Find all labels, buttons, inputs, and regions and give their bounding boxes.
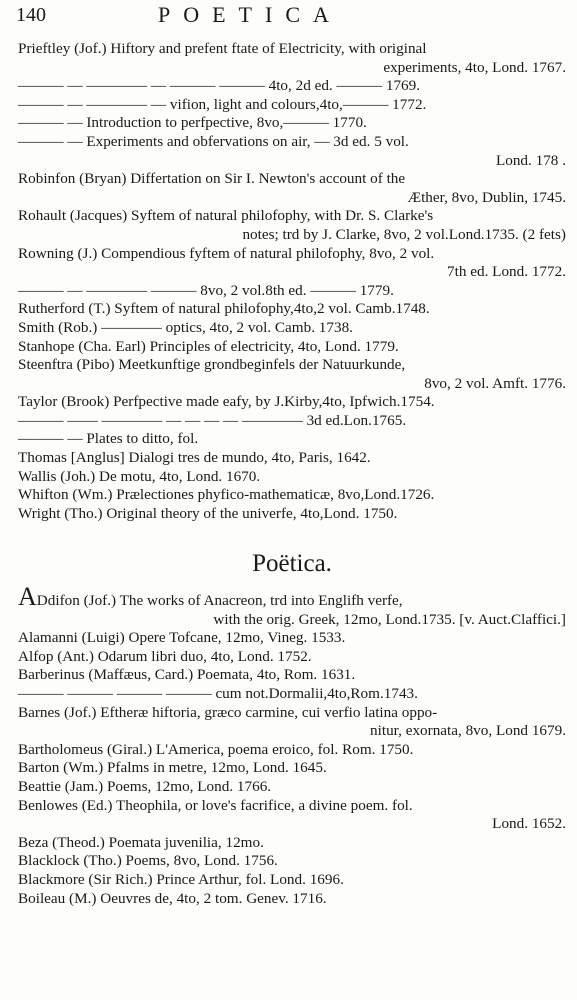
entry-line — [18, 430, 566, 449]
entry-line — [18, 449, 566, 468]
bibliography-entry — [18, 300, 566, 319]
bibliography-entry — [18, 468, 566, 487]
bibliography-entry — [18, 40, 566, 77]
running-title: POETICA — [158, 2, 342, 27]
bibliography-entry — [18, 648, 566, 667]
entry-line — [18, 300, 566, 319]
entry-text: Barberinus (Maffæus, Card.) Poemata, 4to, Rom. 1631. — [18, 666, 356, 684]
entry-text: ――― ― Experiments and obfervations on air, ― 3d ed. 5 vol. — [18, 132, 409, 150]
bibliography-entry — [18, 170, 566, 207]
entry-text: Robinfon (Bryan) Differtation on Sir I. Newton's account of the — [18, 170, 406, 188]
entry-text: Thomas [Anglus] Dialogi tres de mundo, 4to, Paris, 1642. — [18, 449, 371, 467]
entry-text: Steenftra (Pibo) Meetkunftige grondbeginfels der Natuurkunde, — [18, 356, 406, 374]
entry-text: Benlowes (Ed.) Theophila, or love's facrifice, a divine poem. fol. — [18, 796, 413, 814]
entry-text: Alamanni (Luigi) Opere Tofcane, 12mo, Vineg. 1533. — [18, 629, 346, 647]
entry-line — [18, 486, 566, 505]
bibliography-entry — [18, 741, 566, 760]
entry-text: Whifton (Wm.) Prælectiones phyfico-mathematicæ, 8vo,Lond.1726. — [18, 486, 435, 504]
bibliography-entry — [18, 319, 566, 338]
entry-line — [18, 114, 566, 133]
entry-text: Wright (Tho.) Original theory of the univerfe, 4to,Lond. 1750. — [18, 504, 398, 522]
bibliography-entry — [18, 834, 566, 853]
entry-text: Barton (Wm.) Pfalms in metre, 12mo, Lond. 1645. — [18, 759, 327, 777]
entry-line — [18, 666, 566, 685]
entry-line — [18, 319, 566, 338]
bibliography-entry — [18, 852, 566, 871]
bibliography-entry — [18, 685, 566, 704]
entry-continuation: 7th ed. Lond. 1772. — [447, 263, 566, 281]
bibliography-entry — [18, 412, 566, 431]
entry-text: ――― ― ―――― ――― 8vo, 2 vol.8th ed. ――― 1779. — [18, 281, 394, 299]
bibliography-entry — [18, 114, 566, 133]
entry-line — [18, 338, 566, 357]
entry-text: Ddifon (Jof.) The works of Anacreon, trd into Englifh verfe, — [36, 592, 403, 610]
bibliography-entry — [18, 871, 566, 890]
bibliography-entry — [18, 666, 566, 685]
entry-text: ――― ――― ――― ――― cum not.Dormalii,4to,Rom.1743. — [18, 685, 418, 702]
entry-line — [18, 77, 566, 96]
entry-text: ――― ― Plates to ditto, fol. — [18, 430, 199, 448]
page-content — [18, 40, 566, 908]
entry-text: Wallis (Joh.) De motu, 4to, Lond. 1670. — [18, 467, 261, 485]
entry-continuation: notes; trd by J. Clarke, 8vo, 2 vol.Lond.1735. (2 fets) — [242, 225, 566, 243]
entry-line — [18, 834, 566, 853]
entry-continuation: Lond. 178 . — [495, 151, 566, 169]
entry-line — [18, 207, 566, 226]
entry-text: Stanhope (Cha. Earl) Principles of electricity, 4to, Lond. 1779. — [18, 337, 399, 355]
section-poetica-entries — [18, 582, 566, 908]
bibliography-entry — [18, 338, 566, 357]
entry-continuation: with the orig. Greek, 12mo, Lond.1735. [v. Auct.Claffici.] — [213, 610, 566, 628]
entry-line — [18, 852, 566, 871]
bibliography-entry — [18, 778, 566, 797]
bibliography-entry — [18, 207, 566, 244]
bibliography-entry — [18, 245, 566, 282]
entry-line — [18, 96, 566, 115]
bibliography-entry — [18, 96, 566, 115]
drop-capital: A — [18, 582, 37, 612]
entry-line — [18, 629, 566, 648]
entry-text: Alfop (Ant.) Odarum libri duo, 4to, Lond. 1752. — [18, 647, 312, 665]
entry-line — [18, 393, 566, 412]
bibliography-entry — [18, 449, 566, 468]
entry-text: ――― ― ―――― ― vifion, light and colours,4to,――― 1772. — [18, 95, 427, 113]
entry-line — [18, 759, 566, 778]
bibliography-entry — [18, 759, 566, 778]
bibliography-entry — [18, 133, 566, 170]
entry-continuation: Æther, 8vo, Dublin, 1745. — [407, 188, 566, 206]
entry-text: Bartholomeus (Giral.) L'America, poema eroico, fol. Rom. 1750. — [18, 740, 414, 758]
entry-continuation: nitur, exornata, 8vo, Lond 1679. — [370, 722, 566, 740]
bibliography-entry — [18, 704, 566, 741]
entry-line — [18, 797, 566, 816]
bibliography-entry — [18, 486, 566, 505]
entry-line — [18, 356, 566, 375]
entry-line — [18, 685, 566, 704]
bibliography-entry — [18, 393, 566, 412]
entry-line — [18, 505, 566, 524]
entry-continuation: Lond. 1652. — [492, 815, 566, 833]
entry-text: ――― ― Introduction to perfpective, 8vo,――― 1770. — [18, 114, 367, 132]
entry-line — [18, 412, 566, 431]
entry-text: Beattie (Jam.) Poems, 12mo, Lond. 1766. — [18, 777, 272, 795]
entry-line — [18, 871, 566, 890]
entry-continuation: experiments, 4to, Lond. 1767. — [383, 58, 566, 76]
bibliography-entry — [18, 505, 566, 524]
entry-line — [18, 282, 566, 301]
entry-line — [18, 582, 566, 612]
bibliography-entry — [18, 797, 566, 834]
entry-text: ――― ―― ―――― ― ― ― ― ―――― 3d ed.Lon.1765. — [18, 411, 407, 429]
entry-line — [18, 778, 566, 797]
entry-text: Blacklock (Tho.) Poems, 8vo, Lond. 1756. — [18, 852, 278, 870]
entry-line — [18, 40, 566, 59]
section-physics-entries — [18, 40, 566, 523]
section-heading: Poëtica. — [252, 550, 332, 578]
entry-line — [18, 648, 566, 667]
entry-text: Prieftley (Jof.) Hiftory and prefent ftate of Electricity, with original — [18, 40, 427, 57]
entry-text: Rutherford (T.) Syftem of natural philofophy,4to,2 vol. Camb.1748. — [18, 300, 430, 318]
entry-text: ――― ― ―――― ― ――― ――― 4to, 2d ed. ――― 1769. — [18, 77, 421, 95]
bibliography-entry — [18, 430, 566, 449]
entry-text: Smith (Rob.) ―――― optics, 4to, 2 vol. Camb. 1738. — [18, 318, 353, 336]
entry-continuation: 8vo, 2 vol. Amft. 1776. — [424, 374, 566, 392]
entry-line — [18, 890, 566, 909]
bibliography-entry — [18, 890, 566, 909]
entry-text: Boileau (M.) Oeuvres de, 4to, 2 tom. Genev. 1716. — [18, 889, 327, 907]
bibliography-entry — [18, 356, 566, 393]
entry-line — [18, 741, 566, 760]
page-number: 140 — [16, 4, 46, 26]
bibliography-entry — [18, 629, 566, 648]
entry-line — [18, 133, 566, 152]
bibliography-entry — [18, 77, 566, 96]
entry-text: Rowning (J.) Compendious fyftem of natural philofophy, 8vo, 2 vol. — [18, 244, 435, 262]
entry-line — [18, 245, 566, 264]
entry-line — [18, 704, 566, 723]
bibliography-entry — [18, 582, 566, 629]
entry-text: Rohault (Jacques) Syftem of natural philofophy, with Dr. S. Clarke's — [18, 207, 434, 225]
entry-text: Blackmore (Sir Rich.) Prince Arthur, fol. Lond. 1696. — [18, 870, 344, 888]
entry-line — [18, 170, 566, 189]
entry-line — [18, 468, 566, 487]
entry-text: Barnes (Jof.) Eftheræ hiftoria, græco carmine, cui verfio latina oppo- — [18, 703, 438, 721]
entry-text: Taylor (Brook) Perfpective made eafy, by J.Kirby,4to, Ipfwich.1754. — [18, 393, 435, 411]
bibliography-entry — [18, 282, 566, 301]
entry-text: Beza (Theod.) Poemata juvenilia, 12mo. — [18, 833, 264, 851]
